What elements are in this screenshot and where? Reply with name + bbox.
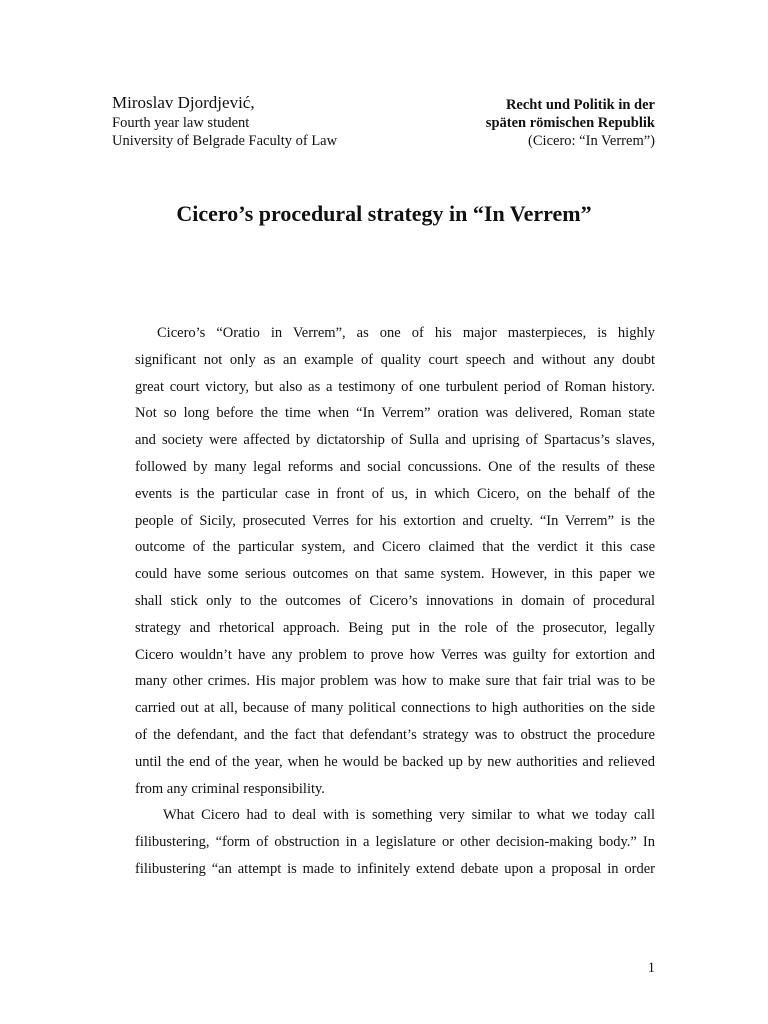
body-line: could have some serious outcomes on that same system. However, in this paper we [135, 566, 655, 583]
body-line: strategy and rhetorical approach. Being put in the role of the prosecutor, legally [135, 619, 655, 636]
author-role: Fourth year law student [112, 115, 250, 131]
body-line: filibustering “an attempt is made to infinitely extend debate upon a proposal in order [135, 860, 655, 877]
author-block [112, 92, 412, 150]
body-line: Cicero’s “Oratio in Verrem”, as one of his major masterpieces, is highly [157, 325, 655, 341]
body-line: great court victory, but also as a testimony of one turbulent period of Roman history. [135, 378, 655, 395]
body-line: Not so long before the time when “In Verrem” oration was delivered, Roman state [135, 405, 655, 422]
body-line: followed by many legal reforms and social concussions. One of the results of these [135, 458, 655, 475]
course-block [395, 96, 655, 150]
body-line: carried out at all, because of many political connections to high authorities on the side [135, 700, 655, 717]
page-number: 1 [647, 960, 655, 976]
body-line: Cicero wouldn’t have any problem to prove how Verres was guilty for extortion and [135, 646, 655, 663]
body-line: of the defendant, and the fact that defendant’s strategy was to obstruct the procedure [135, 726, 655, 743]
author-name: Miroslav Djordjević, [112, 93, 255, 112]
body-line: many other crimes. His major problem was how to make sure that fair trial was to be [135, 673, 655, 690]
paper-title: Cicero’s procedural strategy in “In Verrem” [176, 201, 592, 226]
body-line: from any criminal responsibility. [135, 780, 325, 797]
body-line: filibustering, “form of obstruction in a legislature or other decision-making body.” In [135, 834, 655, 851]
document-header [112, 92, 655, 152]
body-line: outcome of the particular system, and Cicero claimed that the verdict it this case [135, 539, 655, 556]
body-line: until the end of the year, when he would be backed up by new authorities and relieved [135, 753, 655, 770]
course-subtitle: (Cicero: “In Verrem”) [528, 133, 655, 149]
body-line: significant not only as an example of quality court speech and without any doubt [135, 351, 655, 368]
body-line: events is the particular case in front of us, in which Cicero, on the behalf of the [135, 485, 655, 502]
course-title-line-2: späten römischen Republik [485, 115, 655, 131]
body-line: and society were affected by dictatorship of Sulla and uprising of Spartacus’s slaves, [135, 432, 655, 449]
body-text [135, 320, 655, 883]
course-title-line-1: Recht und Politik in der [505, 97, 655, 113]
body-line: What Cicero had to deal with is something very similar to what we today call [163, 807, 655, 824]
body-line: people of Sicily, prosecuted Verres for his extortion and cruelty. “In Verrem” is the [135, 512, 655, 529]
author-institution: University of Belgrade Faculty of Law [112, 133, 338, 149]
body-line: shall stick only to the outcomes of Cicero’s innovations in domain of procedural [135, 592, 655, 609]
